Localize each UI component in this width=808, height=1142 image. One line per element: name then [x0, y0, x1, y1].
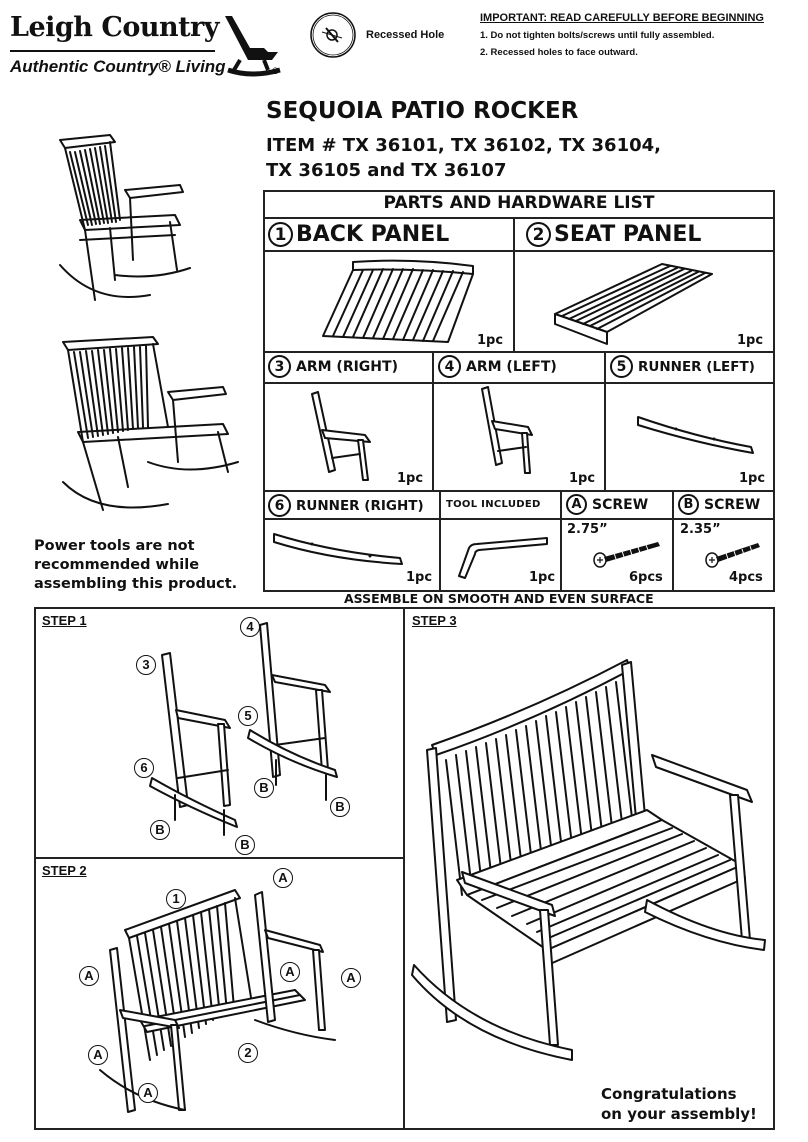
callout-part-2: 2: [238, 1043, 258, 1063]
notice-item-2: 2. Recessed holes to face outward.: [480, 47, 638, 58]
divider: [604, 351, 606, 490]
runner-right-header: [268, 494, 424, 517]
warning-line-2: recommended while: [34, 557, 200, 573]
item-numbers-line-1: ITEM # TX 36101, TX 36102, TX 36104,: [266, 135, 661, 156]
runner-left-illustration: [636, 415, 756, 455]
tool-qty: 1pc: [529, 570, 556, 585]
callout-screw-a: A: [138, 1083, 158, 1103]
divider: [263, 217, 775, 219]
callout-part-4: 4: [240, 617, 260, 637]
screw-b-header: [678, 494, 760, 515]
back-panel-illustration: [318, 258, 478, 348]
part-number-3: 3: [268, 355, 291, 378]
double-rocker-illustration: [58, 332, 243, 517]
screw-a-icon: [592, 538, 664, 568]
back-panel-header: [268, 222, 449, 247]
warning-line-1: Power tools are not: [34, 538, 195, 554]
single-rocker-illustration: [55, 130, 195, 305]
screw-b-size: 2.35”: [680, 522, 721, 537]
brand-tagline: Authentic Country® Living: [10, 57, 226, 76]
divider: [439, 490, 441, 592]
screw-b-qty: 4pcs: [729, 570, 763, 585]
back-panel-label: BACK PANEL: [296, 222, 450, 247]
callout-screw-a: A: [273, 868, 293, 888]
congrats-line-1: Congratulations: [601, 1085, 737, 1103]
arm-left-label: ARM (LEFT): [466, 358, 557, 375]
divider: [34, 857, 405, 859]
part-number-6: 6: [268, 494, 291, 517]
callout-screw-a: A: [280, 962, 300, 982]
callout-screw-b: B: [330, 797, 350, 817]
recessed-hole-icon: [308, 10, 358, 60]
product-title: SEQUOIA PATIO ROCKER: [266, 98, 579, 124]
divider: [263, 351, 775, 353]
divider: [263, 382, 775, 384]
part-number-4: 4: [438, 355, 461, 378]
divider: [432, 351, 434, 490]
screw-letter-a: A: [566, 494, 587, 515]
arm-right-illustration: [310, 390, 380, 480]
seat-panel-header: [526, 222, 701, 247]
arm-left-header: [438, 355, 557, 378]
parts-table-title: PARTS AND HARDWARE LIST: [383, 193, 655, 213]
tool-included-label: TOOL INCLUDED: [446, 499, 541, 510]
assemble-surface-note: ASSEMBLE ON SMOOTH AND EVEN SURFACE: [344, 591, 654, 606]
callout-screw-a: A: [88, 1045, 108, 1065]
seat-panel-label: SEAT PANEL: [554, 222, 702, 247]
divider: [263, 518, 775, 520]
screw-a-size: 2.75”: [567, 522, 608, 537]
arm-right-qty: 1pc: [397, 471, 424, 486]
seat-panel-illustration: [552, 254, 717, 349]
screw-letter-b: B: [678, 494, 699, 515]
callout-part-5: 5: [238, 706, 258, 726]
runner-right-label: RUNNER (RIGHT): [296, 497, 424, 514]
registered-mark: ®: [272, 66, 279, 76]
seat-panel-qty: 1pc: [737, 333, 764, 348]
runner-right-illustration: [272, 530, 404, 568]
runner-right-qty: 1pc: [406, 570, 433, 585]
arm-left-illustration: [480, 385, 540, 477]
logo-underline: [10, 50, 215, 52]
callout-screw-b: B: [254, 778, 274, 798]
recessed-hole-label: Recessed Hole: [366, 29, 445, 41]
notice-item-1: 1. Do not tighten bolts/screws until fully assembled.: [480, 30, 715, 41]
screw-b-icon: [704, 538, 764, 568]
step-3-assembled-rocker-illustration: [412, 650, 767, 1070]
screw-a-label: SCREW: [592, 496, 649, 513]
part-number-1: 1: [268, 222, 293, 247]
warning-line-3: assembling this product.: [34, 576, 238, 592]
callout-part-3: 3: [136, 655, 156, 675]
callout-screw-a: A: [79, 966, 99, 986]
runner-left-header: [610, 355, 755, 378]
callout-part-6: 6: [134, 758, 154, 778]
congratulations-message: [601, 1084, 757, 1124]
brand-name: Leigh Country: [10, 12, 219, 43]
callout-screw-b: B: [150, 820, 170, 840]
divider: [263, 490, 775, 492]
step-2-illustration: [95, 870, 345, 1120]
screw-a-header: [566, 494, 648, 515]
divider: [560, 490, 562, 592]
divider: [513, 217, 515, 351]
step-3-label: STEP 3: [412, 613, 457, 628]
divider: [403, 607, 405, 1130]
congrats-line-2: on your assembly!: [601, 1105, 757, 1123]
back-panel-qty: 1pc: [477, 333, 504, 348]
power-tools-warning: [34, 537, 237, 594]
step-2-label: STEP 2: [42, 863, 87, 878]
divider: [263, 250, 775, 252]
item-numbers-line-2: TX 36105 and TX 36107: [266, 160, 507, 181]
step-1-illustration: [140, 620, 350, 850]
step-1-label: STEP 1: [42, 613, 87, 628]
callout-part-1: 1: [166, 889, 186, 909]
arm-right-label: ARM (RIGHT): [296, 358, 398, 375]
screw-b-label: SCREW: [704, 496, 761, 513]
divider: [672, 490, 674, 592]
arm-left-qty: 1pc: [569, 471, 596, 486]
arm-right-header: [268, 355, 398, 378]
notice-title: IMPORTANT: READ CAREFULLY BEFORE BEGINNING: [480, 12, 764, 24]
callout-screw-b: B: [235, 835, 255, 855]
callout-screw-a: A: [341, 968, 361, 988]
runner-left-label: RUNNER (LEFT): [638, 358, 755, 375]
part-number-5: 5: [610, 355, 633, 378]
runner-left-qty: 1pc: [739, 471, 766, 486]
screw-a-qty: 6pcs: [629, 570, 663, 585]
part-number-2: 2: [526, 222, 551, 247]
